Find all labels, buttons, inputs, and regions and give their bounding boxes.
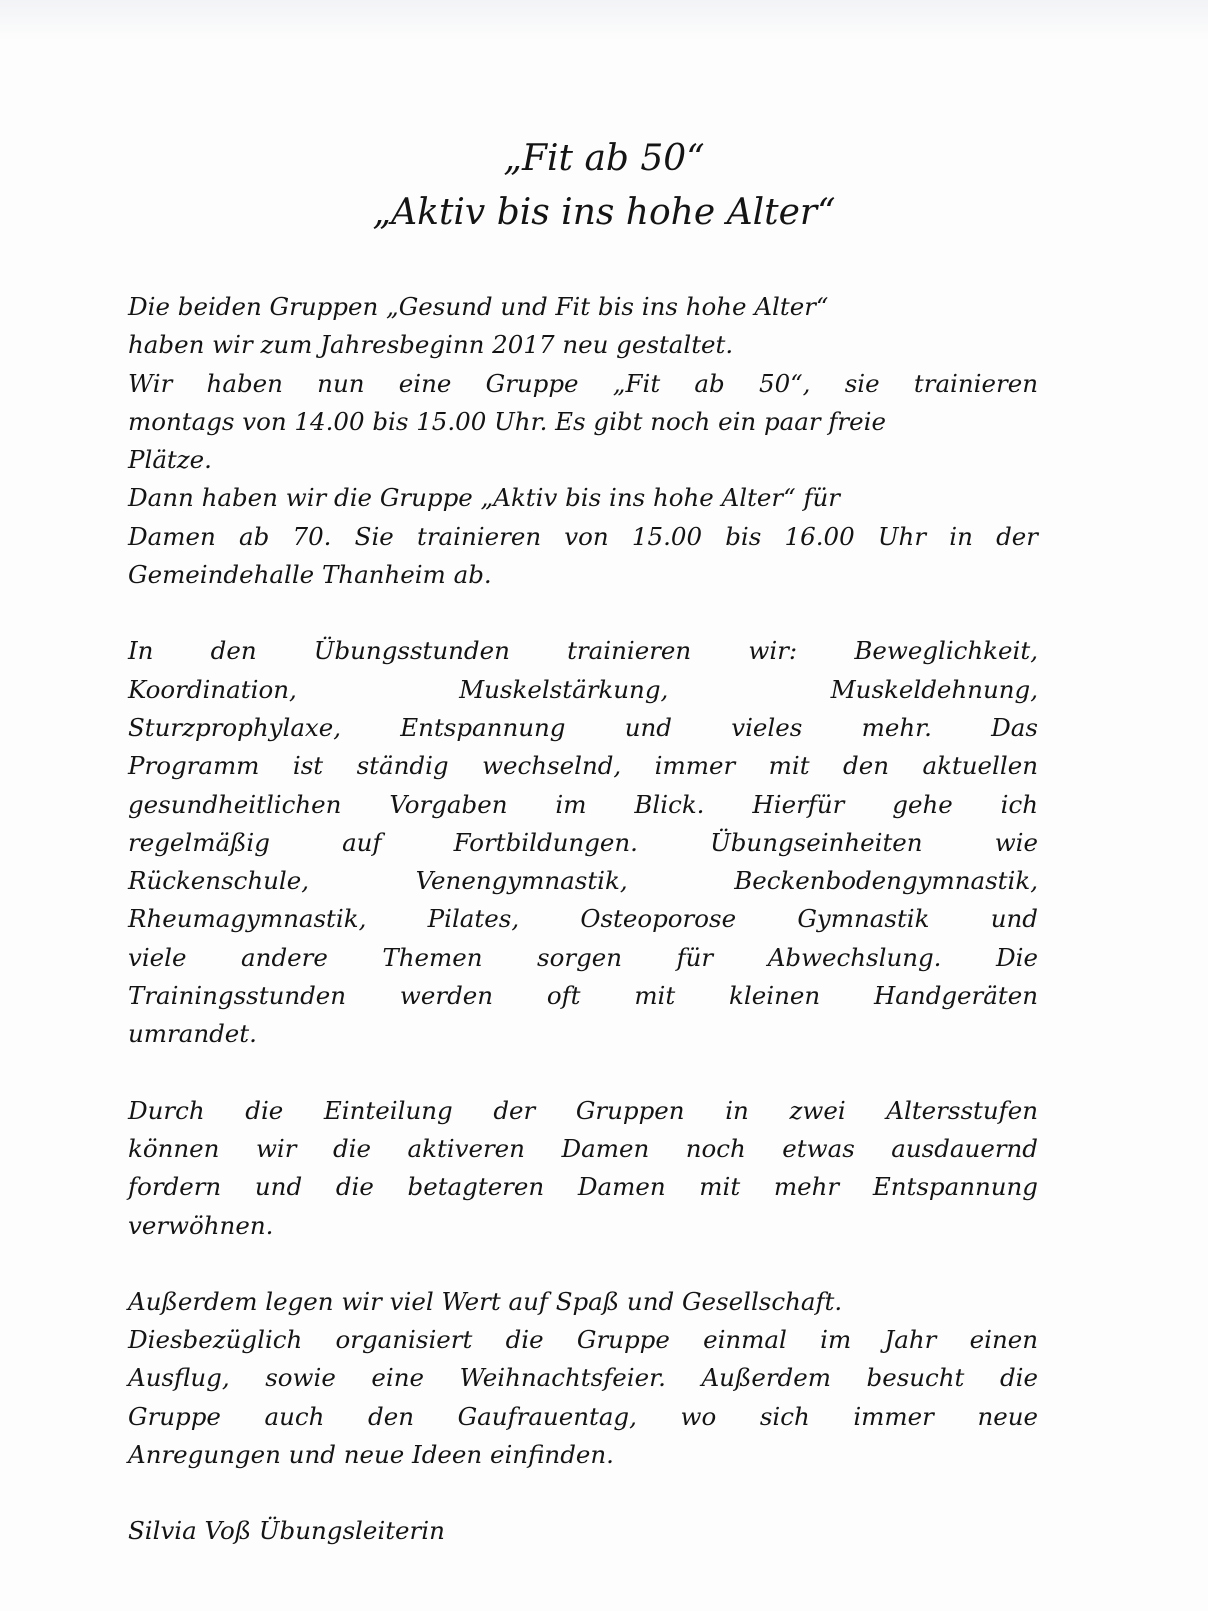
- text-line: gesundheitlichen Vorgaben im Blick. Hierfür gehe ich: [128, 789, 1038, 819]
- text-line: Außerdem legen wir viel Wert auf Spaß und Gesellschaft.: [128, 1286, 843, 1316]
- paragraph-exercises: [128, 632, 1038, 1053]
- text-line: Gruppe auch den Gaufrauentag, wo sich immer neue: [128, 1401, 1038, 1431]
- text-line: verwöhnen.: [128, 1210, 274, 1240]
- text-line: Durch die Einteilung der Gruppen in zwei Altersstufen: [128, 1095, 1038, 1125]
- text-line: Dann haben wir die Gruppe „Aktiv bis ins hohe Alter“ für: [128, 483, 841, 513]
- text-line: Rheumagymnastik, Pilates, Osteoporose Gymnastik und: [128, 904, 1038, 934]
- title-line-1: „Fit ab 50“: [503, 138, 705, 179]
- signature: Silvia Voß Übungsleiterin: [128, 1516, 445, 1546]
- text-line: Anregungen und neue Ideen einfinden.: [128, 1440, 614, 1470]
- text-line: fordern und die betagteren Damen mit mehr Entspannung: [128, 1172, 1038, 1202]
- paragraph-social: [128, 1283, 1038, 1474]
- text-line: umrandet.: [128, 1019, 257, 1049]
- text-line: können wir die aktiveren Damen noch etwas ausdauernd: [128, 1133, 1038, 1163]
- text-line: Rückenschule, Venengymnastik, Beckenbodengymnastik,: [128, 866, 1038, 896]
- text-line: Gemeindehalle Thanheim ab.: [128, 560, 492, 590]
- text-line: Sturzprophylaxe, Entspannung und vieles mehr. Das: [128, 712, 1038, 742]
- scan-shading: [0, 0, 1208, 40]
- paragraph-gap: [128, 594, 1038, 632]
- text-line: montags von 14.00 bis 15.00 Uhr. Es gibt noch ein paar freie: [128, 406, 886, 436]
- text-line: Die beiden Gruppen „Gesund und Fit bis ins hohe Alter“: [128, 292, 829, 321]
- text-line: regelmäßig auf Fortbildungen. Übungseinheiten wie: [128, 827, 1038, 857]
- paragraph-gap: [128, 1054, 1038, 1092]
- text-line: Programm ist ständig wechselnd, immer mit den aktuellen: [128, 751, 1038, 781]
- text-line: Wir haben nun eine Gruppe „Fit ab 50“, sie trainieren: [128, 368, 1038, 398]
- text-line: In den Übungsstunden trainieren wir: Beweglichkeit,: [128, 636, 1038, 666]
- text-line: haben wir zum Jahresbeginn 2017 neu gestaltet.: [128, 330, 734, 360]
- text-line: Ausflug, sowie eine Weihnachtsfeier. Außerdem besucht die: [128, 1363, 1038, 1393]
- text-line: Koordination, Muskelstärkung, Muskeldehnung,: [128, 674, 1038, 704]
- paragraph-gap: [128, 1474, 1038, 1512]
- text-line: Trainingsstunden werden oft mit kleinen Handgeräten: [128, 981, 1038, 1011]
- paragraph-gap: [128, 1245, 1038, 1283]
- document-body: [128, 288, 1038, 1551]
- document-title: [0, 132, 1208, 240]
- text-line: Diesbezüglich organisiert die Gruppe einmal im Jahr einen: [128, 1325, 1038, 1355]
- paragraph-groups: [128, 1092, 1038, 1245]
- text-line: Damen ab 70. Sie trainieren von 15.00 bis 16.00 Uhr in der: [128, 521, 1038, 551]
- title-line-2: „Aktiv bis ins hohe Alter“: [372, 192, 836, 233]
- text-line: viele andere Themen sorgen für Abwechslung. Die: [128, 942, 1038, 972]
- text-line: Plätze.: [128, 445, 212, 475]
- paragraph-intro: [128, 288, 1038, 594]
